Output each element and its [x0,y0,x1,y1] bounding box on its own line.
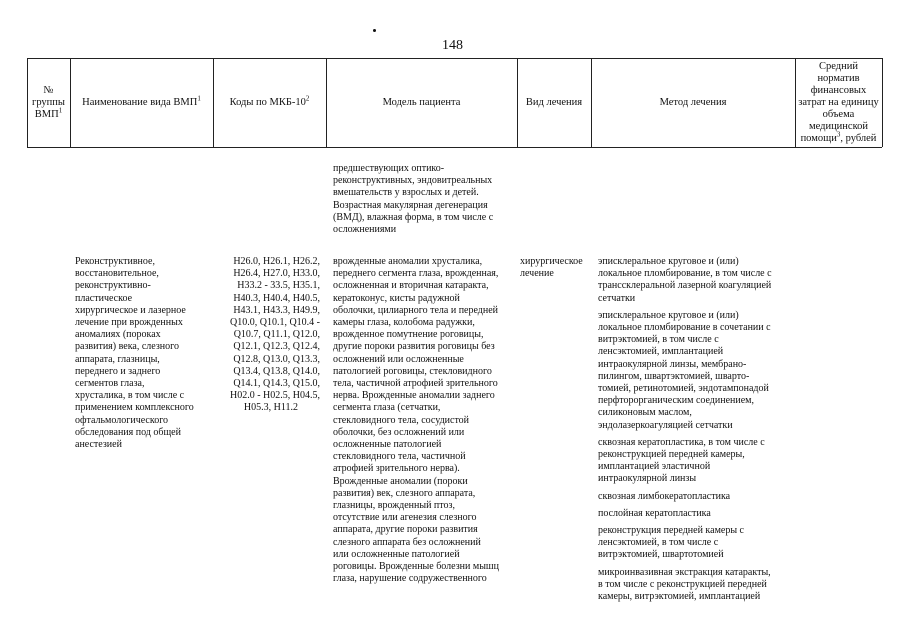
method-item: сквозная кератопластика, в том числе с реконструкцией передней камеры, имплантацией эластичной интраокулярной линзы [598,436,765,485]
method-item: послойная кератопластика [598,507,711,519]
scan-speck [373,29,376,32]
page-number: 148 [442,38,463,53]
row-treatment-methods [598,256,772,608]
header-vmp-name: Наименование вида ВМП$^1$ [82,94,201,108]
header-treatment-type: Вид лечения [525,96,583,108]
row-treatment-type: хирургическое лечение [520,256,583,280]
method-item: эписклеральное круговое и (или) локальное пломбирование, в том числе с транссклеральной лазерной коагуляцией сетчатки [598,256,772,304]
header-treatment-method: Метод лечения [659,96,727,108]
header-patient-model: Модель пациента [382,96,461,108]
header-average-cost: Средний норматив финансовых затрат на единицу объема медицинской помощи$^3$, рублей [798,60,879,144]
continuation-patient-model: предшествующих оптико- реконструктивных, эндовитреальных вмешательств у взрослых и детей. Возрастная макулярная дегенерация (ВМД), влажная форма, в том числе с осложнениями [333,163,494,236]
row-vmp-name: Реконструктивное, восстановительное, реконструктивно- пластическое хирургическое и лазерное лечение при врожденных аномалиях (пороках развития) века, слезного аппарата, глазницы, переднего и заднего сегментов глаза, хрусталика, в том числе с применением комплексного офтальмологического обследования под общей анестезией [75,256,194,451]
row-patient-model: врожденные аномалии хрусталика, переднего сегмента глаза, врожденная, осложненная и вторичная катаракта, кератоконус, кисты радужной оболочки, цилиарного тела и передней камеры глаза, колобома радужки, врожденное помутнение роговицы, другие пороки развития роговицы без осложнений или осложненные патологией роговицы, стекловидного тела, частичной атрофией зрительного нерва. Врожденные аномалии заднего сегмента глаза (сетчатки, стекловидного тела, сосудистой оболочки, без осложнений или осложненные патологией стекловидного тела, частичной атрофией зрительного нерва). Врожденные аномалии (пороки развития) век, слезного аппарата, глазницы, врожденный птоз, отсутствие или агенезия слезного аппарата, другие пороки развития слезного аппарата без осложнений или осложненные патологией роговицы. Врожденные болезни мышц глаза, нарушение содружественного [333,256,499,585]
table-header-bottom-border [27,147,882,148]
row-icd-codes: H26.0, H26.1, H26.2, H26.4, H27.0, H33.0, H33.2 - 33.5, H35.1, H40.3, H40.4, H40.5, H43.1, H43.3, H49.9, Q10.0, Q10.1, Q10.4 - Q10.7, Q11.1, Q12.0, Q12.1, Q12.3, Q12.4, Q12.8, Q13.0, Q13.3, Q13.4, Q13.8, Q14.0, Q14.1, Q14.3, Q15.0, H02.0 - H02.5, H04.5, H05.3, H11.2 [230,256,320,414]
method-item: сквозная лимбокератопластика [598,490,731,502]
method-item: эписклеральное круговое и (или) локальное пломбирование в сочетании с витрэктомией, в том числе с ленсэктомией, имплантацией интраокулярной линзы, мембрано- пилингом, швартэктомией, шварто- томией, ретинотомией, эндотампонадой перфторорганическим соединением, силиконовым маслом, эндолазеркоагуляцией сетчатки [598,309,771,431]
method-item: реконструкция передней камеры с ленсэктомией, в том числе с витрэктомией, швартотомией [598,525,744,561]
table-right-border [882,58,883,147]
header-group-number: № группы ВМП$^1$ [32,84,65,120]
header-icd-codes: Коды по МКБ-$10^2$ [229,94,310,108]
method-item: микроинвазивная экстракция катаракты, в том числе с реконструкцией передней камеры, витрэктомией, имплантацией [598,566,771,603]
